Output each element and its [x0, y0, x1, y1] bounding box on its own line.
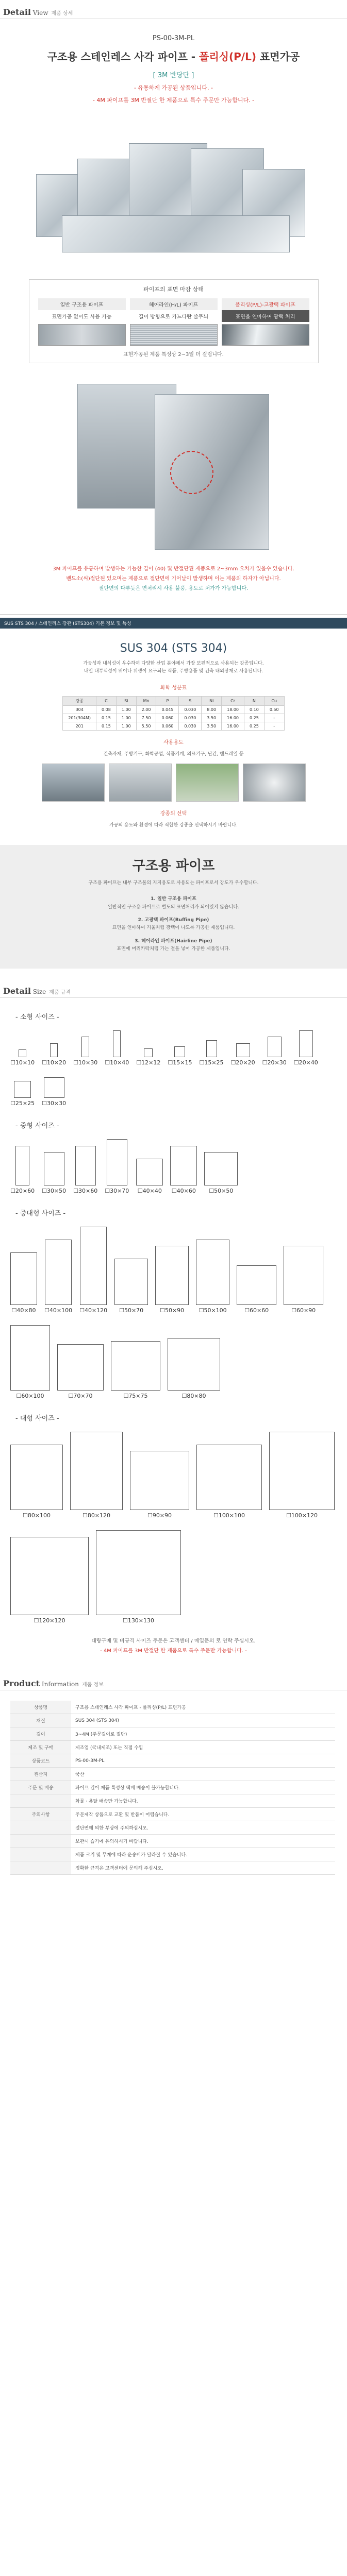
order-notice: 대량구매 및 비규격 사이즈 주문은 고객센터 / 메일문의 로 연락 주십시오. [91, 1638, 256, 1645]
size-item [105, 1030, 129, 1066]
size-shape [81, 1037, 89, 1057]
size-grid [0, 1432, 347, 1624]
chem-cell: 0.045 [156, 705, 179, 714]
info-key: 주문 및 배송 [10, 1781, 71, 1794]
structure-item [0, 938, 347, 954]
size-shape [155, 1246, 189, 1305]
chem-cell: 16.00 [222, 722, 244, 730]
spec-title: SUS 304 (STS 304) [120, 642, 227, 655]
size-label: ☐10×40 [105, 1059, 129, 1066]
size-item [231, 1030, 255, 1066]
chem-cell: 201 [63, 722, 96, 730]
chem-cell: - [264, 714, 284, 722]
compare-desc: 길이 방향으로 가느다란 줄무늬 [138, 314, 209, 320]
chem-cell: 3.50 [202, 722, 222, 730]
usage-heading: 사용용도 [163, 739, 184, 745]
size-item [168, 1325, 220, 1399]
chem-cell: 201(304M) [63, 714, 96, 722]
structure-item [0, 895, 347, 911]
info-key: 상품명 [10, 1701, 71, 1714]
size-label: ☐50×100 [199, 1307, 227, 1314]
size-shape [19, 1049, 26, 1057]
size-item [96, 1530, 181, 1624]
size-shape [168, 1338, 220, 1391]
chem-header-cell: P [156, 696, 179, 705]
chem-cell: 304 [63, 705, 96, 714]
info-value: 구조용 스테인레스 사각 파이프 - 폴리싱(P/L) 표면가공 [71, 1701, 335, 1714]
header-title-b: Information [41, 1681, 79, 1688]
chem-row [63, 714, 284, 722]
size-shape [75, 1146, 96, 1185]
info-key [10, 1835, 71, 1848]
usage-photo [42, 764, 105, 802]
size-shape [44, 1077, 64, 1098]
compare-label: 헤어라인(H/L) 파이프 [130, 298, 218, 310]
size-item [130, 1432, 189, 1519]
structure-item-text: 표면을 연마하여 거울처럼 광택이 나도록 가공한 제품입니다. [112, 925, 235, 931]
info-row [10, 1727, 335, 1741]
chem-row [63, 722, 284, 730]
chem-heading: 화학 성분표 [160, 685, 187, 691]
size-label: ☐25×25 [10, 1100, 35, 1107]
usage-text: 건축자재, 주방기구, 화학공업, 식품기계, 의료기구, 난간, 핸드레일 등 [103, 751, 244, 757]
size-item [111, 1325, 160, 1399]
size-shape [268, 1037, 282, 1057]
structure-title: 구조용 파이프 [132, 858, 215, 874]
structure-block [0, 845, 347, 969]
structure-item-heading: 2. 고광택 파이프(Buffing Pipe) [138, 918, 209, 923]
size-label: ☐20×60 [10, 1188, 35, 1195]
chem-cell: 18.00 [222, 705, 244, 714]
size-shape [136, 1159, 163, 1185]
compare-item [38, 298, 126, 346]
size-item [136, 1030, 160, 1066]
info-row [10, 1754, 335, 1768]
chem-cell: 0.030 [179, 705, 202, 714]
size-label: ☐40×40 [137, 1188, 162, 1195]
info-value: 주문제작 상품으로 교환 및 반품이 어렵습니다. [71, 1808, 335, 1821]
size-shape [44, 1152, 64, 1185]
info-key [10, 1794, 71, 1808]
size-shape [299, 1030, 313, 1057]
chem-cell: 5.50 [136, 722, 156, 730]
size-label: ☐100×120 [286, 1512, 318, 1519]
info-key: 제조 및 구매 [10, 1741, 71, 1754]
info-key [10, 1821, 71, 1835]
surface-sample-image [222, 324, 309, 346]
chem-cell: 2.00 [136, 705, 156, 714]
info-value: 국산 [71, 1768, 335, 1781]
size-label: ☐30×70 [105, 1188, 129, 1195]
size-shape [174, 1046, 185, 1057]
chem-cell: 0.25 [244, 722, 265, 730]
cut-notice: - 4M 파이프를 3M 반절단 한 제품으로 특수 주문만 가능합니다. - [100, 1648, 247, 1654]
size-label: ☐80×100 [22, 1512, 51, 1519]
header-title-a: Detail [3, 986, 31, 996]
size-group-title: - 중대형 사이즈 - [15, 1210, 66, 1218]
chem-cell: 1.00 [116, 714, 136, 722]
info-row [10, 1835, 335, 1848]
size-item [42, 1139, 66, 1194]
usage-photo [109, 764, 172, 802]
size-grid [0, 1227, 347, 1399]
structure-item-heading: 1. 일반 구조용 파이프 [151, 896, 196, 902]
size-shape [10, 1325, 50, 1391]
size-label: ☐80×80 [181, 1393, 206, 1400]
chem-cell: 0.15 [96, 714, 117, 722]
size-shape [45, 1240, 72, 1305]
size-label: ☐15×25 [199, 1059, 224, 1066]
chem-cell: 3.50 [202, 714, 222, 722]
chem-cell: 0.15 [96, 722, 117, 730]
structure-item-heading: 3. 헤어라인 파이프(Hairline Pipe) [135, 938, 212, 944]
surface-compare [29, 279, 319, 363]
size-groups [0, 1011, 347, 1624]
product-code: PS-00-3M-PL [152, 35, 195, 42]
size-item [155, 1227, 189, 1314]
size-label: ☐90×90 [147, 1512, 172, 1519]
chem-cell: 7.50 [136, 714, 156, 722]
size-item [10, 1530, 89, 1624]
size-shape [196, 1445, 262, 1510]
size-item [199, 1030, 223, 1066]
size-shape [144, 1048, 153, 1057]
product-bracket: [ 3M 반당단 ] [153, 72, 194, 79]
header-title-b: Size [32, 988, 46, 996]
size-item [10, 1432, 63, 1519]
chem-row [63, 705, 284, 714]
info-key: 원산지 [10, 1768, 71, 1781]
size-grid [0, 1030, 347, 1107]
structure-item-text: 일반적인 구조용 파이프로 별도의 표면처리가 되어있지 않습니다. [108, 904, 239, 910]
size-item [114, 1227, 148, 1314]
pipe-stack-image [0, 112, 347, 267]
size-label: ☐12×12 [136, 1059, 161, 1066]
chem-cell: 0.08 [96, 705, 117, 714]
size-shape [80, 1227, 107, 1305]
size-shape [50, 1043, 58, 1057]
size-label: ☐15×15 [168, 1059, 192, 1066]
usage-photo [243, 764, 306, 802]
header-subtitle: 제품 상세 [51, 11, 73, 16]
size-item [10, 1227, 37, 1314]
size-label: ☐40×100 [44, 1307, 73, 1314]
size-shape [70, 1432, 123, 1510]
chem-header-cell: Si [116, 696, 136, 705]
size-shape [10, 1445, 63, 1510]
spec-text [0, 660, 347, 676]
size-shape [114, 1259, 148, 1305]
info-value: 파이프 길이 제품 특성상 택배 배송이 불가능합니다. [71, 1781, 335, 1794]
info-value: 보관시 습기에 유의하시기 바랍니다. [71, 1835, 335, 1848]
size-label: ☐20×40 [293, 1059, 318, 1066]
size-shape [284, 1246, 323, 1305]
size-label: ☐20×20 [230, 1059, 255, 1066]
structure-text: 구조용 파이프는 내부 구조물의 지지용도로 사용되는 파이프로서 강도가 우수합니다. [88, 880, 259, 886]
size-shape [113, 1030, 121, 1057]
surface-sample-image [130, 324, 218, 346]
header-title-b: View [32, 9, 48, 16]
size-label: ☐10×20 [42, 1059, 67, 1066]
chem-cell: 1.00 [116, 722, 136, 730]
size-label: ☐50×50 [209, 1188, 234, 1195]
size-item [73, 1139, 97, 1194]
header-subtitle: 제품 규격 [49, 990, 71, 996]
product-info-header [0, 1671, 347, 1690]
chem-header-cell: C [96, 696, 117, 705]
size-label: ☐60×90 [291, 1307, 316, 1314]
pipe-closeup-image [0, 374, 347, 559]
size-shape [206, 1040, 217, 1057]
size-shape [57, 1344, 104, 1391]
structure-item-text: 표면에 머리카락처럼 가는 결을 넣어 가공한 제품입니다. [117, 946, 230, 952]
size-item [105, 1139, 129, 1194]
size-item [269, 1432, 335, 1519]
size-label: ☐30×50 [42, 1188, 67, 1195]
size-shape [237, 1265, 276, 1305]
size-label: ☐50×70 [119, 1307, 144, 1314]
spec-text-1: 가공성과 내식성이 우수하여 다양한 산업 분야에서 가장 보편적으로 사용되는 강종입니다. [83, 661, 264, 666]
size-grid [0, 1139, 347, 1194]
compare-desc: 표면가공 없이도 사용 가능 [52, 314, 112, 320]
size-shape [15, 1146, 29, 1185]
size-label: ☐40×120 [79, 1307, 108, 1314]
header-title-a: Product [3, 1679, 40, 1689]
info-value: 제조업 (국내제조) 또는 직접 수입 [71, 1741, 335, 1754]
chem-header-cell: Ni [202, 696, 222, 705]
chem-cell: 0.50 [264, 705, 284, 714]
info-key [10, 1861, 71, 1875]
compare-note: 표현가공된 제품 특성상 2~3일 더 걸립니다. [123, 352, 224, 358]
size-label: ☐40×80 [11, 1307, 36, 1314]
size-group-title: - 대형 사이즈 - [15, 1415, 59, 1423]
chem-header-cell: Cr [222, 696, 244, 705]
info-row [10, 1768, 335, 1781]
size-item [294, 1030, 318, 1066]
info-value: 정확한 규격은 고객센터에 문의해 주십시오. [71, 1861, 335, 1875]
size-shape [196, 1240, 229, 1305]
size-label: ☐75×75 [123, 1393, 148, 1400]
info-value: 제품 크기 및 무게에 따라 운송비가 달라질 수 있습니다. [71, 1848, 335, 1861]
info-value: SUS 304 (STS 304) [71, 1714, 335, 1727]
info-value: 화물 · 용달 배송만 가능합니다. [71, 1794, 335, 1808]
chem-cell: 8.00 [202, 705, 222, 714]
info-row [10, 1714, 335, 1727]
chem-cell: 0.25 [244, 714, 265, 722]
size-shape [204, 1152, 238, 1185]
size-item [42, 1030, 66, 1066]
chem-cell: 1.00 [116, 705, 136, 714]
size-label: ☐10×10 [10, 1059, 35, 1066]
caution-heading: 강종의 선택 [160, 810, 187, 817]
info-key: 재질 [10, 1714, 71, 1727]
size-shape [96, 1530, 181, 1615]
material-spec [0, 614, 347, 829]
size-item [42, 1077, 66, 1107]
size-item [57, 1325, 104, 1399]
size-item [10, 1077, 35, 1107]
chem-cell: 0.030 [179, 714, 202, 722]
size-group-title: - 소형 사이즈 - [15, 1013, 59, 1022]
compare-label: 일반 구조용 파이프 [38, 298, 126, 310]
size-shape [130, 1451, 189, 1510]
size-item [10, 1139, 35, 1194]
size-shape [14, 1081, 31, 1098]
product-title [0, 48, 347, 63]
size-item [70, 1432, 123, 1519]
usage-photos [0, 764, 347, 802]
size-item [10, 1325, 50, 1399]
size-shape [269, 1432, 335, 1510]
compare-item [222, 298, 309, 346]
chem-cell: 0.060 [156, 722, 179, 730]
chem-cell: 0.10 [244, 705, 265, 714]
info-row [10, 1781, 335, 1794]
info-value: PS-00-3M-PL [71, 1754, 335, 1768]
size-label: ☐70×70 [68, 1393, 93, 1400]
usage-photo [176, 764, 239, 802]
size-label: ☐60×100 [16, 1393, 44, 1400]
size-shape [10, 1537, 89, 1615]
size-item [136, 1139, 163, 1194]
size-item [196, 1432, 262, 1519]
info-row [10, 1701, 335, 1714]
compare-desc: 표면을 연마하여 광택 처리 [222, 310, 309, 322]
header-title-a: Detail [3, 7, 31, 17]
size-label: ☐10×30 [73, 1059, 98, 1066]
detail-size-header [0, 979, 347, 998]
product-info-table [10, 1701, 335, 1875]
chem-header-cell: 강종 [63, 696, 96, 705]
size-label: ☐60×60 [244, 1307, 269, 1314]
chem-header-cell: Mn [136, 696, 156, 705]
size-label: ☐40×60 [171, 1188, 196, 1195]
size-group-title: - 중형 사이즈 - [15, 1122, 59, 1130]
size-item [73, 1030, 97, 1066]
title-end: 표면가공 [256, 50, 300, 63]
size-label: ☐130×130 [122, 1617, 155, 1624]
chem-header-cell: Cu [264, 696, 284, 705]
chem-cell: 0.060 [156, 714, 179, 722]
chem-cell: - [264, 722, 284, 730]
size-item [168, 1030, 192, 1066]
header-subtitle: 제품 정보 [81, 1682, 104, 1688]
notice-red-1: 3M 파이프를 유통하며 발생하는 가늠한 길이 (40) 및 반절단된 제품으로 2~3mm 오차가 있을수 있습니다. [53, 566, 294, 572]
product-line-2: - 4M 파이프를 3M 반절단 한 제품으로 특수 주문만 가능합니다. - [92, 97, 255, 104]
size-item [79, 1227, 107, 1314]
info-row [10, 1741, 335, 1754]
size-item [237, 1227, 276, 1314]
info-value: 절단면에 의한 부상에 주의하십시오. [71, 1821, 335, 1835]
info-key [10, 1848, 71, 1861]
size-label: ☐30×30 [42, 1100, 67, 1107]
notice-green: 절단면의 다루듯은 면처리시 사용 불풍, 용도로 처가가 가능합니다. [98, 586, 249, 591]
size-item [10, 1030, 35, 1066]
size-shape [170, 1146, 197, 1185]
surface-sample-image [38, 324, 126, 346]
info-value: 3~4M (주문길이로 절단) [71, 1727, 335, 1741]
spec-bar: SUS STS 304 / 스테인리스 강관 (STS304) 기본 정보 및 특성 [0, 618, 347, 629]
compare-label: 폴리싱(P/L)-고광택 파이프 [222, 298, 309, 310]
info-row [10, 1794, 335, 1808]
size-shape [10, 1252, 37, 1305]
spec-text-2: 내열 내부식성이 뛰어나 위생이 요구되는 식품, 주방용품 및 건축 내외장재로 사용됩니다. [84, 669, 263, 674]
chem-header-cell: N [244, 696, 265, 705]
compare-item [130, 298, 218, 346]
caution-text: 가공의 용도와 환경에 따라 적합한 강종을 선택하시기 바랍니다. [109, 822, 238, 828]
title-red: 폴리싱(P/L) [199, 50, 256, 63]
size-label: ☐30×60 [73, 1188, 98, 1195]
size-item [44, 1227, 72, 1314]
size-label: ☐20×30 [262, 1059, 287, 1066]
info-row [10, 1861, 335, 1875]
size-label: ☐120×120 [34, 1617, 65, 1624]
size-item [204, 1139, 238, 1194]
compare-row [29, 298, 318, 346]
size-item [262, 1030, 287, 1066]
info-row [10, 1808, 335, 1821]
highlight-circle [170, 451, 213, 494]
compare-title: 파이프의 표면 마감 상태 [143, 286, 204, 293]
chem-header-cell: S [179, 696, 202, 705]
chem-cell: 16.00 [222, 714, 244, 722]
chem-table [62, 696, 284, 731]
info-key: 길이 [10, 1727, 71, 1741]
size-label: ☐80×120 [82, 1512, 111, 1519]
notice-paragraphs [0, 564, 347, 594]
title-main: 구조용 스테인레스 사각 파이프 - [47, 50, 200, 63]
size-item [170, 1139, 197, 1194]
info-key: 상품코드 [10, 1754, 71, 1768]
size-label: ☐100×100 [213, 1512, 245, 1519]
size-item [196, 1227, 229, 1314]
size-label: ☐50×90 [160, 1307, 185, 1314]
structure-item [0, 917, 347, 933]
size-item [284, 1227, 323, 1314]
chem-cell: 0.030 [179, 722, 202, 730]
size-shape [107, 1139, 127, 1185]
info-key: 주의사항 [10, 1808, 71, 1821]
info-row [10, 1821, 335, 1835]
size-shape [111, 1341, 160, 1391]
info-row [10, 1848, 335, 1861]
product-line-1: - 유통하게 가공된 상품입니다. - [134, 84, 213, 91]
detail-view-header [0, 0, 347, 19]
pipe-image [62, 215, 290, 252]
size-shape [236, 1043, 250, 1057]
notice-red-2: 밴드소(씨)절단된 있으며는 제품으로 절단면에 기어날이 발생하며 이는 제품의 하자가 아닙니다. [66, 576, 281, 582]
